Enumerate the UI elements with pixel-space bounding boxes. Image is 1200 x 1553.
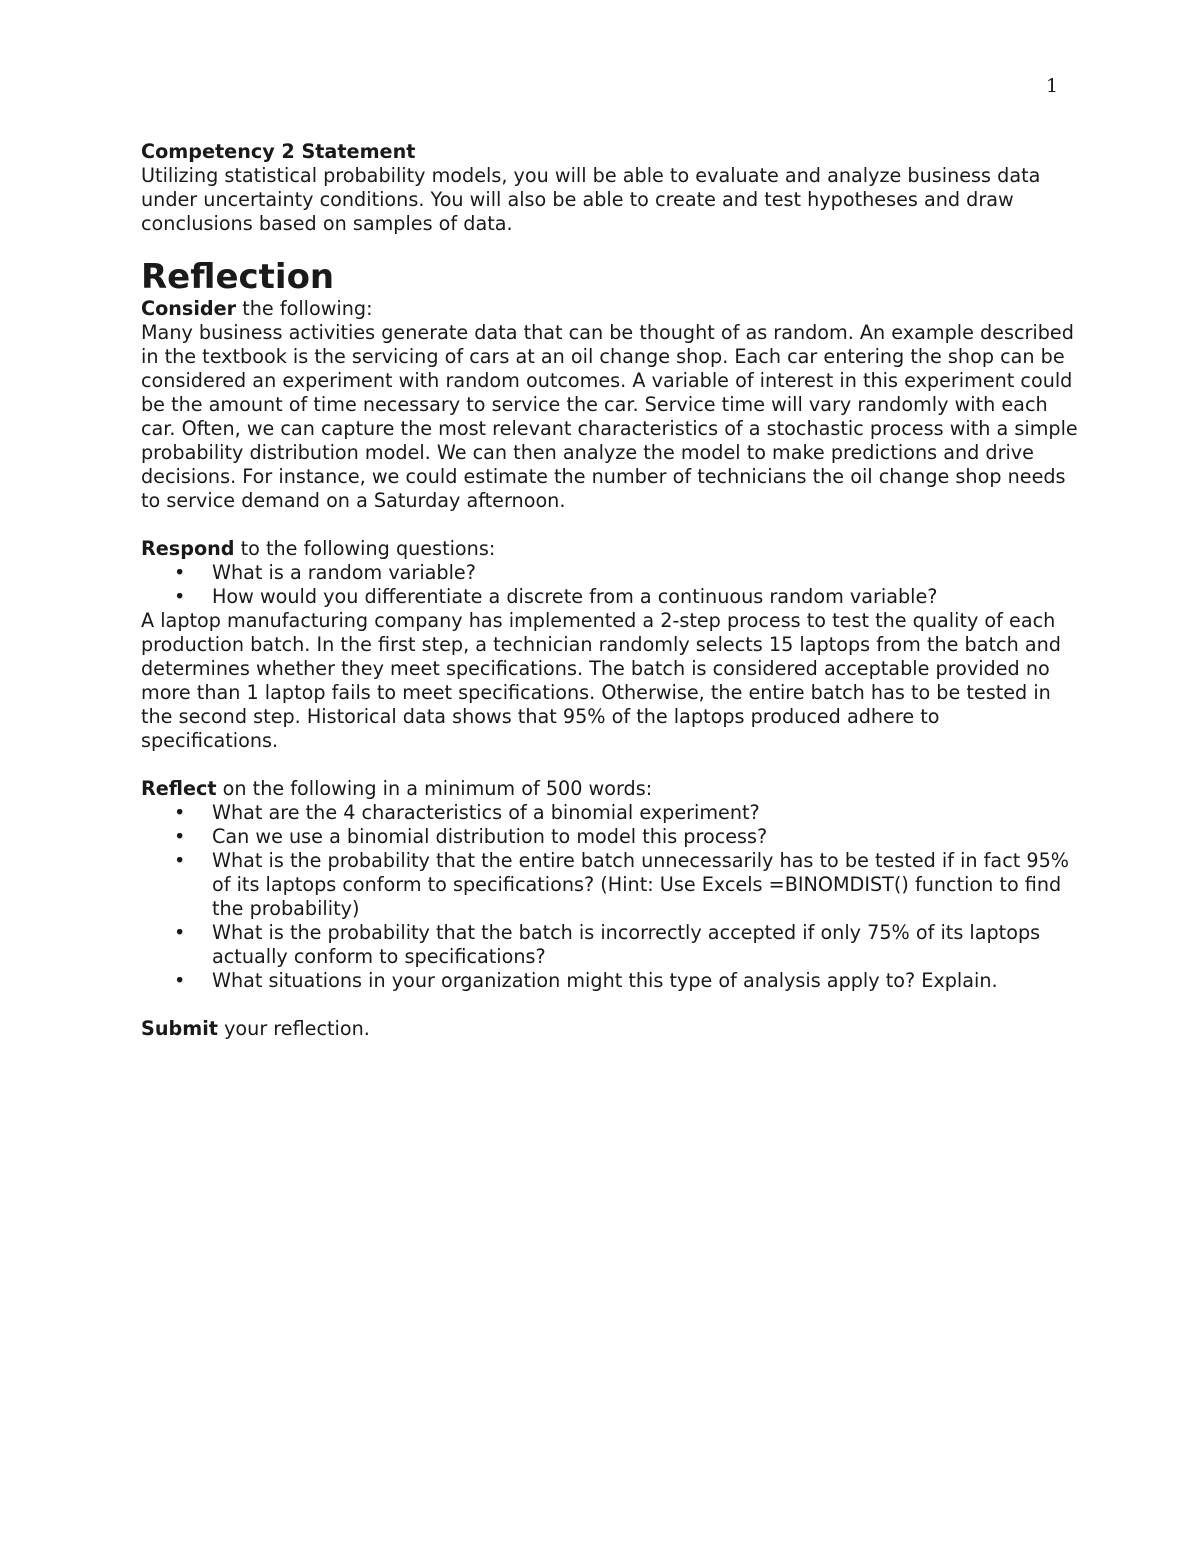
consider-lead: Consider — [141, 297, 237, 320]
bullet-icon: • — [174, 849, 186, 872]
submit-rest: your reflection. — [217, 1017, 370, 1040]
respond-rest: to the following questions: — [234, 537, 496, 560]
competency-heading: Competency 2 Statement — [141, 140, 416, 163]
reflect-rest: on the following in a minimum of 500 words: — [216, 777, 653, 800]
list-item-text: How would you differentiate a discrete from a continuous random variable? — [212, 585, 938, 608]
respond-line — [141, 537, 1081, 561]
list-item-text: What is the probability that the entire batch unnecessarily has to be tested if in fact 95% of its laptops conform to specifications? (Hint: Use Excels =BINOMDIST() function to find the probability) — [212, 849, 1070, 920]
respond-lead: Respond — [141, 537, 235, 560]
submit-lead: Submit — [141, 1017, 218, 1040]
bullet-icon: • — [174, 825, 186, 848]
laptop-scenario-paragraph: A laptop manufacturing company has implemented a 2-step process to test the quality of each production batch. In the first step, a technician randomly selects 15 laptops from the batch and determines whether they meet specifications. The batch is considered acceptable provided no more than 1 laptop fails to meet specifications. Otherwise, the entire batch has to be tested in the second step. Historical data shows that 95% of the laptops produced adhere to specifications. — [141, 609, 1061, 752]
competency-statement: Utilizing statistical probability models, you will be able to evaluate and analyze business data under uncertainty conditions. You will also be able to create and test hypotheses and draw conclusions based on samples of data. — [141, 164, 1041, 235]
respond-question-list — [141, 561, 1081, 609]
list-item — [141, 561, 1081, 585]
list-item-text: What is the probability that the batch is incorrectly accepted if only 75% of its laptops actually conform to specifications? — [212, 921, 1041, 968]
list-item — [141, 969, 1081, 993]
bullet-icon: • — [174, 921, 186, 944]
consider-line — [141, 297, 1081, 321]
list-item-text: What situations in your organization might this type of analysis apply to? Explain. — [212, 969, 998, 992]
bullet-icon: • — [174, 969, 186, 992]
list-item-text: Can we use a binomial distribution to model this process? — [212, 825, 768, 848]
scenario-paragraph: Many business activities generate data that can be thought of as random. An example described in the textbook is the servicing of cars at an oil change shop. Each car entering the shop can be considered an experiment with random outcomes. A variable of interest in this experiment could be the amount of time necessary to service the car. Service time will vary randomly with each car. Often, we can capture the most relevant characteristics of a stochastic process with a simple probability distribution model. We can then analyze the model to make predictions and drive decisions. For instance, we could estimate the number of technicians the oil change shop needs to service demand on a Saturday afternoon. — [141, 321, 1078, 512]
reflect-question-list — [141, 801, 1081, 993]
reflect-lead: Reflect — [141, 777, 217, 800]
list-item — [141, 585, 1081, 609]
consider-rest: the following: — [236, 297, 373, 320]
list-item-text: What is a random variable? — [212, 561, 476, 584]
bullet-icon: • — [174, 801, 186, 824]
document-body — [141, 140, 1081, 1041]
bullet-icon: • — [174, 561, 186, 584]
reflection-title: Reflection — [141, 257, 335, 297]
reflect-line — [141, 777, 1081, 801]
list-item — [141, 801, 1081, 825]
page-number: 1 — [1046, 75, 1059, 97]
list-item — [141, 825, 1081, 849]
submit-line — [141, 1017, 1081, 1041]
list-item — [141, 849, 1081, 921]
bullet-icon: • — [174, 585, 186, 608]
list-item — [141, 921, 1081, 969]
list-item-text: What are the 4 characteristics of a binomial experiment? — [212, 801, 760, 824]
